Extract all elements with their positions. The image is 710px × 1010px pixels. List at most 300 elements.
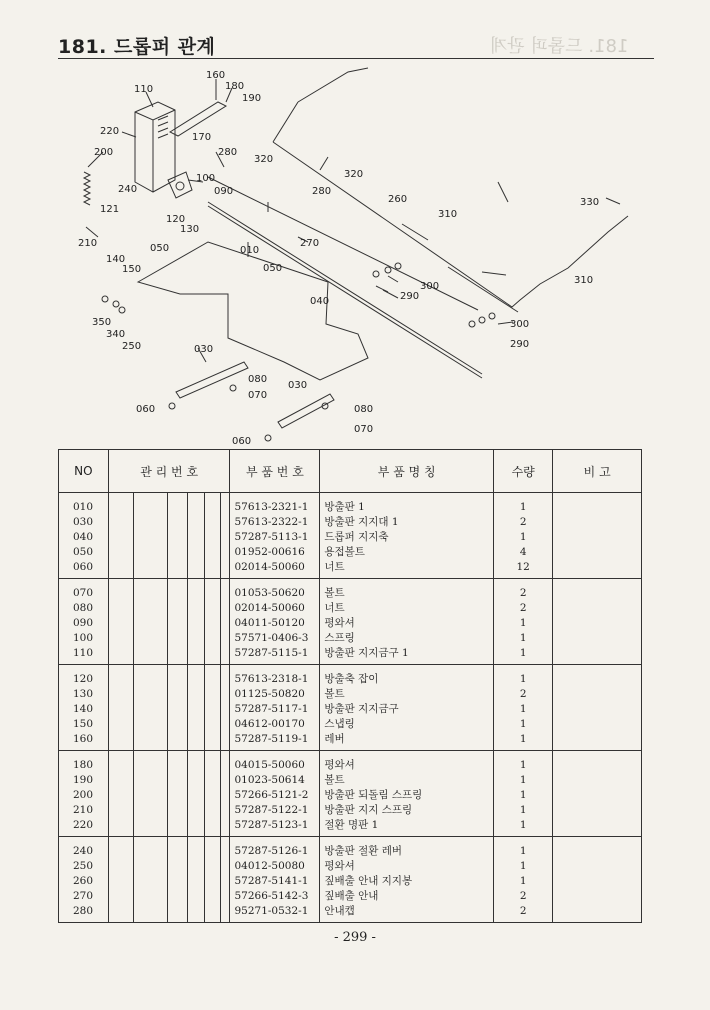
part-index: 050	[59, 544, 109, 559]
mgmt-cell	[221, 686, 230, 701]
support-030-left	[176, 362, 248, 398]
part-number: 57287-5122-1	[230, 802, 320, 817]
callout-label: 300	[420, 281, 440, 292]
part-remark	[553, 529, 642, 544]
mgmt-cell	[221, 903, 230, 923]
mgmt-cell	[204, 665, 221, 687]
callout-label: 250	[122, 341, 142, 352]
part-index: 220	[59, 817, 109, 837]
mgmt-cell	[187, 579, 204, 601]
table-row	[59, 579, 642, 601]
part-index: 110	[59, 645, 109, 665]
mgmt-cell	[167, 858, 187, 873]
table-row	[59, 645, 642, 665]
part-name: 방출판 지지금구	[320, 701, 494, 716]
mgmt-cell	[204, 579, 221, 601]
mgmt-cell	[167, 493, 187, 515]
part-index: 130	[59, 686, 109, 701]
part-index: 160	[59, 731, 109, 751]
part-remark	[553, 579, 642, 601]
mgmt-cell	[204, 817, 221, 837]
part-qty: 1	[494, 716, 553, 731]
title-rule	[58, 58, 654, 59]
mgmt-cell	[108, 544, 134, 559]
mgmt-cell	[108, 787, 134, 802]
callout-label: 030	[194, 344, 214, 355]
mgmt-cell	[167, 686, 187, 701]
part-number: 57287-5113-1	[230, 529, 320, 544]
part-index: 070	[59, 579, 109, 601]
mgmt-cell	[204, 751, 221, 773]
mgmt-cell	[221, 665, 230, 687]
part-name: 너트	[320, 600, 494, 615]
part-number: 57266-5142-3	[230, 888, 320, 903]
part-remark	[553, 751, 642, 773]
callout-label: 190	[242, 93, 262, 104]
mgmt-cell	[108, 630, 134, 645]
callout-label: 270	[300, 238, 320, 249]
mgmt-cell	[204, 600, 221, 615]
part-index: 030	[59, 514, 109, 529]
mgmt-cell	[221, 579, 230, 601]
mgmt-cell	[108, 665, 134, 687]
mgmt-cell	[108, 873, 134, 888]
part-qty: 1	[494, 858, 553, 873]
callout-label: 140	[106, 254, 126, 265]
nameplate-box	[135, 102, 175, 192]
mgmt-cell	[108, 559, 134, 579]
mgmt-cell	[167, 544, 187, 559]
col-remark: 비 고	[553, 450, 642, 493]
part-remark	[553, 716, 642, 731]
mgmt-cell	[134, 731, 168, 751]
callout-label: 080	[248, 374, 268, 385]
callout-label: 200	[94, 147, 114, 158]
part-remark	[553, 772, 642, 787]
callout-label: 290	[400, 291, 420, 302]
part-number: 01125-50820	[230, 686, 320, 701]
callout-label: 060	[136, 404, 156, 415]
callout-label: 040	[310, 296, 330, 307]
part-number: 04612-00170	[230, 716, 320, 731]
table-row	[59, 529, 642, 544]
lever-240	[168, 172, 192, 198]
mgmt-cell	[167, 873, 187, 888]
part-remark	[553, 645, 642, 665]
part-qty: 2	[494, 888, 553, 903]
table-row	[59, 544, 642, 559]
mgmt-cell	[221, 559, 230, 579]
part-remark	[553, 493, 642, 515]
part-name: 방출판 절환 레버	[320, 837, 494, 859]
mgmt-cell	[204, 731, 221, 751]
page-title: 181. 드롭퍼 관계	[58, 36, 216, 58]
callout-label: 110	[134, 84, 154, 95]
table-row	[59, 787, 642, 802]
table-row	[59, 559, 642, 579]
callout-label: 060	[232, 436, 252, 447]
mgmt-cell	[204, 903, 221, 923]
mgmt-cell	[204, 873, 221, 888]
callout-label: 130	[180, 224, 200, 235]
part-qty: 1	[494, 645, 553, 665]
callout-label: 300	[510, 319, 530, 330]
table-row	[59, 858, 642, 873]
callout-label: 350	[92, 317, 112, 328]
part-remark	[553, 858, 642, 873]
part-qty: 1	[494, 772, 553, 787]
mgmt-cell	[108, 858, 134, 873]
callout-label: 260	[388, 194, 408, 205]
callout-label: 121	[100, 204, 120, 215]
mgmt-cell	[108, 686, 134, 701]
mgmt-cell	[134, 544, 168, 559]
part-qty: 1	[494, 837, 553, 859]
part-remark	[553, 615, 642, 630]
mgmt-cell	[204, 888, 221, 903]
part-qty: 1	[494, 802, 553, 817]
part-name: 볼트	[320, 772, 494, 787]
part-remark	[553, 701, 642, 716]
part-number: 02014-50060	[230, 600, 320, 615]
mgmt-cell	[167, 645, 187, 665]
mgmt-cell	[167, 772, 187, 787]
mgmt-cell	[167, 630, 187, 645]
part-qty: 1	[494, 731, 553, 751]
mgmt-cell	[187, 615, 204, 630]
table-row	[59, 817, 642, 837]
part-number: 01952-00616	[230, 544, 320, 559]
part-qty: 1	[494, 493, 553, 515]
mgmt-cell	[187, 686, 204, 701]
mgmt-cell	[108, 579, 134, 601]
mgmt-cell	[221, 787, 230, 802]
part-qty: 2	[494, 514, 553, 529]
part-name: 안내캡	[320, 903, 494, 923]
mgmt-cell	[187, 903, 204, 923]
part-remark	[553, 873, 642, 888]
col-part-name: 부 품 명 칭	[320, 450, 494, 493]
mgmt-cell	[187, 817, 204, 837]
spring-200	[84, 172, 90, 205]
mgmt-cell	[187, 645, 204, 665]
part-name: 스냅링	[320, 716, 494, 731]
part-name: 용접볼트	[320, 544, 494, 559]
callout-label: 240	[118, 184, 138, 195]
mgmt-cell	[108, 529, 134, 544]
part-qty: 1	[494, 787, 553, 802]
mgmt-cell	[134, 559, 168, 579]
mgmt-cell	[134, 701, 168, 716]
callout-label: 320	[344, 169, 364, 180]
mgmt-cell	[204, 701, 221, 716]
mgmt-cell	[221, 645, 230, 665]
callout-label: 330	[580, 197, 600, 208]
mgmt-cell	[187, 888, 204, 903]
table-row	[59, 903, 642, 923]
mgmt-cell	[187, 559, 204, 579]
page-number: - 299 -	[334, 930, 376, 945]
mgmt-cell	[204, 645, 221, 665]
support-shaft	[208, 202, 482, 378]
table-row	[59, 837, 642, 859]
part-number: 57613-2321-1	[230, 493, 320, 515]
mgmt-cell	[204, 686, 221, 701]
mgmt-cell	[134, 529, 168, 544]
mgmt-cell	[204, 559, 221, 579]
mgmt-cell	[187, 514, 204, 529]
part-remark	[553, 802, 642, 817]
callout-label: 100	[196, 173, 216, 184]
callout-labels	[78, 70, 599, 447]
table-row	[59, 514, 642, 529]
mgmt-cell	[134, 600, 168, 615]
mgmt-cell	[204, 858, 221, 873]
part-name: 드롭퍼 지지축	[320, 529, 494, 544]
mgmt-cell	[221, 751, 230, 773]
part-number: 57266-5121-2	[230, 787, 320, 802]
mgmt-cell	[167, 817, 187, 837]
part-qty: 12	[494, 559, 553, 579]
mgmt-cell	[187, 665, 204, 687]
mgmt-cell	[134, 665, 168, 687]
mgmt-cell	[167, 888, 187, 903]
mgmt-cell	[134, 772, 168, 787]
mgmt-cell	[134, 787, 168, 802]
part-qty: 1	[494, 665, 553, 687]
mgmt-cell	[221, 701, 230, 716]
exploded-parts-diagram	[58, 62, 654, 452]
callout-label: 150	[122, 264, 142, 275]
mgmt-cell	[167, 903, 187, 923]
part-remark	[553, 630, 642, 645]
table-row	[59, 665, 642, 687]
callout-label: 340	[106, 329, 126, 340]
mgmt-cell	[187, 701, 204, 716]
part-index: 190	[59, 772, 109, 787]
mgmt-cell	[204, 716, 221, 731]
part-number: 02014-50060	[230, 559, 320, 579]
mgmt-cell	[108, 731, 134, 751]
mgmt-cell	[187, 802, 204, 817]
table-row	[59, 802, 642, 817]
mgmt-cell	[167, 514, 187, 529]
mgmt-cell	[167, 529, 187, 544]
mgmt-cell	[204, 837, 221, 859]
part-index: 260	[59, 873, 109, 888]
part-index: 060	[59, 559, 109, 579]
mgmt-cell	[134, 858, 168, 873]
mgmt-cell	[167, 665, 187, 687]
part-name: 평와셔	[320, 751, 494, 773]
mgmt-cell	[187, 731, 204, 751]
mgmt-cell	[108, 645, 134, 665]
part-number: 57571-0406-3	[230, 630, 320, 645]
part-remark	[553, 731, 642, 751]
part-index: 250	[59, 858, 109, 873]
part-name: 평와셔	[320, 858, 494, 873]
mgmt-cell	[221, 600, 230, 615]
mgmt-cell	[187, 600, 204, 615]
mgmt-cell	[221, 514, 230, 529]
mgmt-cell	[134, 873, 168, 888]
part-name: 볼트	[320, 579, 494, 601]
table-row	[59, 493, 642, 515]
callout-label: 090	[214, 186, 234, 197]
mgmt-cell	[221, 493, 230, 515]
mgmt-cell	[204, 514, 221, 529]
mgmt-cell	[108, 888, 134, 903]
bracket	[170, 102, 226, 136]
part-remark	[553, 787, 642, 802]
mgmt-cell	[221, 615, 230, 630]
mgmt-cell	[221, 772, 230, 787]
part-remark	[553, 665, 642, 687]
mgmt-cell	[204, 630, 221, 645]
part-index: 200	[59, 787, 109, 802]
mgmt-cell	[187, 751, 204, 773]
part-number: 57287-5141-1	[230, 873, 320, 888]
mgmt-cell	[187, 787, 204, 802]
part-remark	[553, 888, 642, 903]
mgmt-cell	[108, 772, 134, 787]
mgmt-cell	[167, 751, 187, 773]
part-qty: 1	[494, 529, 553, 544]
part-name: 평와셔	[320, 615, 494, 630]
table-row	[59, 731, 642, 751]
mgmt-cell	[204, 802, 221, 817]
callout-label: 120	[166, 214, 186, 225]
table-row	[59, 888, 642, 903]
part-number: 01053-50620	[230, 579, 320, 601]
mgmt-cell	[187, 716, 204, 731]
mgmt-cell	[134, 514, 168, 529]
part-number: 57287-5123-1	[230, 817, 320, 837]
part-name: 방출판 1	[320, 493, 494, 515]
mgmt-cell	[167, 615, 187, 630]
mgmt-cell	[221, 873, 230, 888]
part-number: 04011-50120	[230, 615, 320, 630]
part-qty: 1	[494, 701, 553, 716]
col-qty: 수량	[494, 450, 553, 493]
part-qty: 1	[494, 817, 553, 837]
mgmt-cell	[221, 888, 230, 903]
part-number: 57287-5115-1	[230, 645, 320, 665]
mgmt-cell	[108, 802, 134, 817]
mgmt-cell	[221, 529, 230, 544]
part-qty: 2	[494, 903, 553, 923]
table-row	[59, 716, 642, 731]
table-row	[59, 772, 642, 787]
bleed-through-title: 181. 드롭퍼 관계	[490, 36, 629, 57]
mgmt-cell	[108, 716, 134, 731]
mgmt-cell	[167, 731, 187, 751]
part-index: 120	[59, 665, 109, 687]
mgmt-cell	[108, 600, 134, 615]
part-name: 스프링	[320, 630, 494, 645]
callout-label: 180	[225, 81, 245, 92]
mgmt-cell	[187, 837, 204, 859]
mgmt-cell	[108, 837, 134, 859]
mgmt-cell	[134, 817, 168, 837]
mgmt-cell	[204, 493, 221, 515]
mgmt-cell	[134, 630, 168, 645]
part-qty: 2	[494, 579, 553, 601]
part-index: 150	[59, 716, 109, 731]
part-index: 210	[59, 802, 109, 817]
mgmt-cell	[167, 716, 187, 731]
mgmt-cell	[221, 544, 230, 559]
mgmt-cell	[108, 751, 134, 773]
callout-label: 160	[206, 70, 226, 81]
table-row	[59, 701, 642, 716]
part-index: 010	[59, 493, 109, 515]
table-row	[59, 686, 642, 701]
table-row	[59, 600, 642, 615]
mgmt-cell	[187, 493, 204, 515]
col-mgmt-no: 관 리 번 호	[108, 450, 230, 493]
part-name: 볼트	[320, 686, 494, 701]
part-remark	[553, 837, 642, 859]
mgmt-cell	[221, 731, 230, 751]
callout-label: 310	[438, 209, 458, 220]
mgmt-cell	[204, 772, 221, 787]
part-qty: 1	[494, 615, 553, 630]
part-qty: 1	[494, 630, 553, 645]
part-qty: 2	[494, 600, 553, 615]
part-index: 180	[59, 751, 109, 773]
mgmt-cell	[108, 514, 134, 529]
mgmt-cell	[221, 817, 230, 837]
mgmt-cell	[134, 903, 168, 923]
mgmt-cell	[134, 686, 168, 701]
part-index: 140	[59, 701, 109, 716]
mgmt-cell	[167, 787, 187, 802]
mgmt-cell	[187, 873, 204, 888]
part-number: 57287-5117-1	[230, 701, 320, 716]
part-number: 04015-50060	[230, 751, 320, 773]
part-name: 절환 명판 1	[320, 817, 494, 837]
part-index: 100	[59, 630, 109, 645]
callout-label: 170	[192, 132, 212, 143]
mgmt-cell	[108, 493, 134, 515]
callout-label: 010	[240, 245, 260, 256]
part-name: 방출판 지지금구 1	[320, 645, 494, 665]
col-part-no: 부 품 번 호	[230, 450, 320, 493]
mgmt-cell	[221, 858, 230, 873]
part-name: 방출판 지지대 1	[320, 514, 494, 529]
mgmt-cell	[108, 817, 134, 837]
part-index: 040	[59, 529, 109, 544]
mgmt-cell	[134, 645, 168, 665]
part-number: 57287-5119-1	[230, 731, 320, 751]
mgmt-cell	[167, 837, 187, 859]
part-number: 01023-50614	[230, 772, 320, 787]
mgmt-cell	[204, 544, 221, 559]
mgmt-cell	[167, 579, 187, 601]
part-number: 57613-2322-1	[230, 514, 320, 529]
part-name: 레버	[320, 731, 494, 751]
mgmt-cell	[134, 802, 168, 817]
mgmt-cell	[134, 751, 168, 773]
part-number: 04012-50080	[230, 858, 320, 873]
mgmt-cell	[187, 858, 204, 873]
mgmt-cell	[134, 716, 168, 731]
part-remark	[553, 600, 642, 615]
part-index: 090	[59, 615, 109, 630]
mgmt-cell	[167, 600, 187, 615]
mgmt-cell	[134, 837, 168, 859]
